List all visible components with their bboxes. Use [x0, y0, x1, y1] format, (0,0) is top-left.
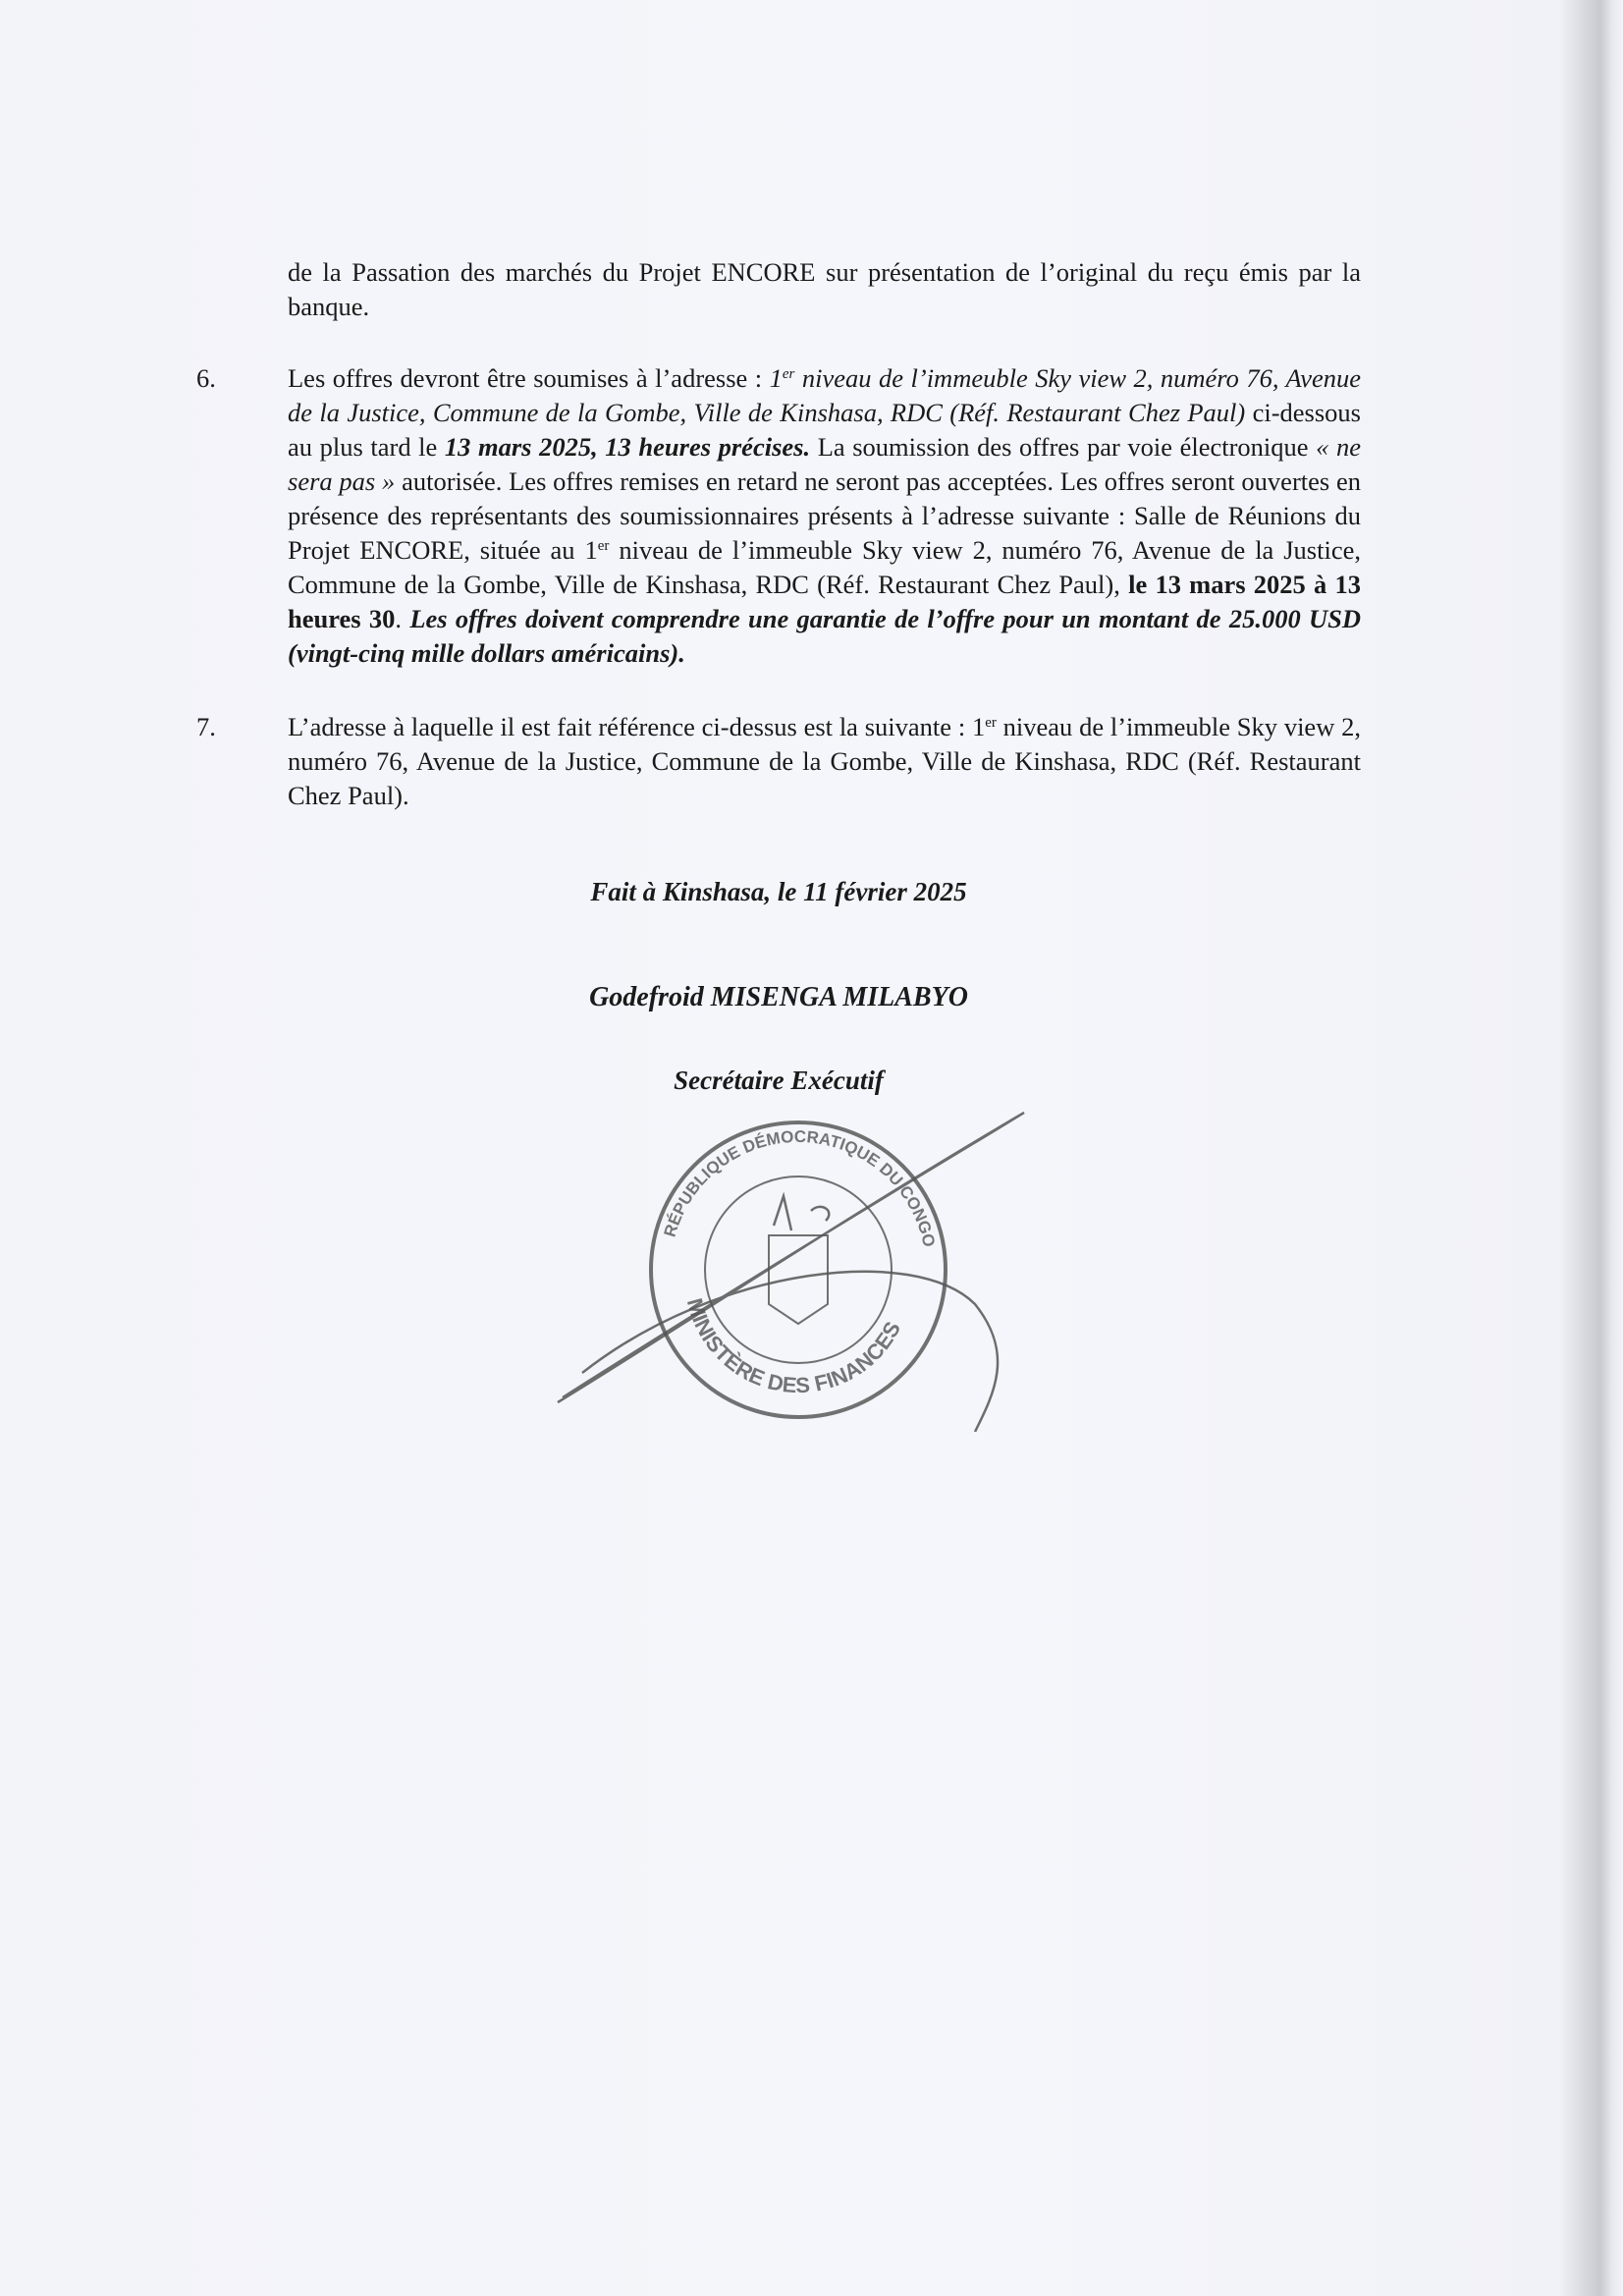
stamp-inner-ring	[705, 1176, 892, 1363]
item-6-text: autorisée. Les offres remises en retard ne seront pas acceptées. Les offres seront ouvertes en présence des représentants des soumissionnaires présents à l’adresse suivante : Salle de Réunions du Projet ENCORE, située au 1	[288, 466, 1362, 565]
emblem-icon	[769, 1235, 828, 1324]
item-6-text: Les offres devront être soumises à l’adresse :	[288, 363, 770, 393]
item-7-text: niveau de l’immeuble Sky view 2, numéro 76, Avenue de la Justice, Commune de la Gombe, Ville de Kinshasa, RDC (Réf. Restaurant Chez Paul).	[288, 712, 1361, 810]
item-7-text: L’adresse à laquelle il est fait référence ci-dessus est la suivante : 1	[288, 712, 986, 741]
stamp-bottom-text: MINISTÈRE DES FINANCES	[681, 1295, 906, 1398]
svg-text:MINISTÈRE DES FINANCES	[682, 1295, 905, 1397]
superscript: er	[782, 366, 795, 382]
item-6-row	[196, 361, 1361, 671]
item-7-row	[196, 710, 1361, 813]
intro-paragraph: de la Passation des marchés du Projet ENCORE sur présentation de l’original du reçu émis par la banque.	[288, 257, 1361, 321]
opening-date: le 13 mars 2025 à 13 heures 30	[288, 570, 1361, 633]
item-6-text: niveau de l’immeuble Sky view 2, numéro 76, Avenue de la Justice, Commune de la Gombe, Ville de Kinshasa, RDC (Réf. Restaurant Chez Paul),	[288, 535, 1361, 599]
item-6-text: .	[395, 604, 410, 633]
stamp-outer-ring	[651, 1122, 946, 1417]
item-6-paragraph	[288, 361, 1361, 671]
address-text: niveau de l’immeuble Sky view 2, numéro 76, Avenue de la Justice, Commune de la Gombe, Ville de Kinshasa, RDC (Réf. Restaurant Chez Paul)	[288, 363, 1361, 427]
item-7-paragraph	[288, 710, 1361, 813]
stamp-top-text: RÉPUBLIQUE DÉMOCRATIQUE DU CONGO	[660, 1126, 939, 1249]
signatory-title: Secrétaire Exécutif	[674, 1066, 884, 1095]
deadline: 13 mars 2025, 13 heures précises.	[444, 432, 811, 462]
superscript: er	[597, 538, 610, 554]
item-7-number: 7.	[196, 712, 216, 741]
ne-sera-pas: « ne sera pas »	[288, 432, 1362, 496]
item-6-text: La soumission des offres par voie électronique	[810, 432, 1317, 462]
official-stamp-signature	[523, 1108, 1034, 1432]
guarantee-text: Les offres doivent comprendre une garantie de l’offre pour un montant de 25.000 USD (vingt-cinq mille dollars américains).	[288, 604, 1362, 668]
signatory-name: Godefroid MISENGA MILABYO	[589, 982, 968, 1012]
superscript: er	[985, 715, 997, 731]
item-6-number: 6.	[196, 363, 216, 393]
place-date: Fait à Kinshasa, le 11 février 2025	[590, 877, 967, 906]
document-body	[196, 255, 1361, 1432]
address-ordinal: 1	[769, 363, 783, 393]
item-6-text: ci-dessous au plus tard le	[288, 398, 1361, 462]
intro-row	[196, 255, 1361, 324]
